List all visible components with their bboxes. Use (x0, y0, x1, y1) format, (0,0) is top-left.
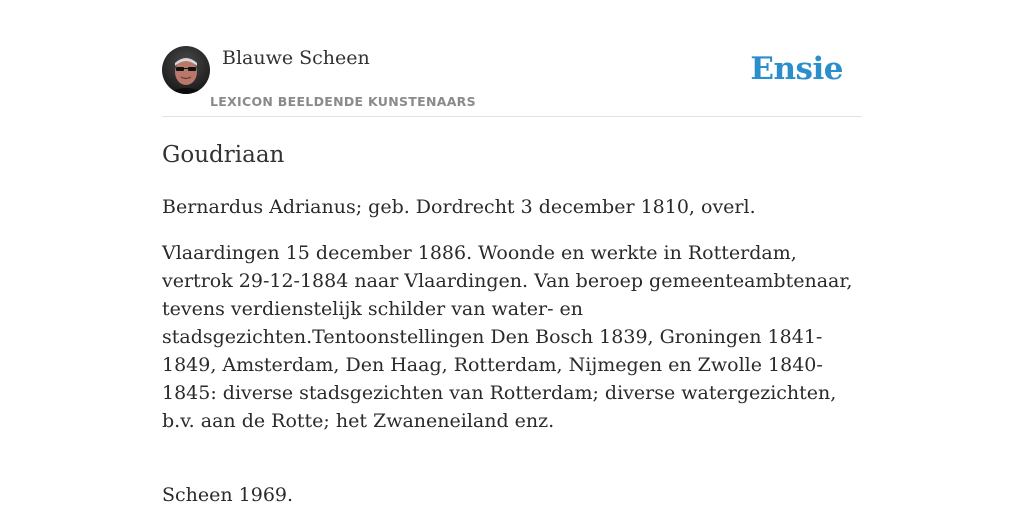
author-avatar[interactable] (162, 46, 210, 94)
entry-intro: Bernardus Adrianus; geb. Dordrecht 3 december 1810, overl. (162, 196, 756, 218)
entry-source: Scheen 1969. (162, 484, 294, 506)
entry-title: Goudriaan (162, 142, 285, 168)
author-name[interactable]: Blauwe Scheen (222, 47, 370, 69)
avatar-photo-icon (162, 46, 210, 94)
entry-body: Vlaardingen 15 december 1886. Woonde en werkte in Rotterdam, vertrok 29-12-1884 naar Vlaardingen. Van beroep gemeenteambtenaar, tevens verdienstelijk schilder van water- en stadsgezichten.Tentoonstellingen Den Bosch 1839, Groningen 1841-1849, Amsterdam, Den Haag, Rotterdam, Nijmegen en Zwolle 1840-1845: diverse stadsgezichten van Rotterdam; diverse watergezichten, b.v. aan de Rotte; het Zwaneneiland enz. (162, 242, 853, 432)
entry-header (162, 46, 862, 117)
ensie-logo[interactable]: Ensie (750, 51, 843, 87)
collection-label[interactable]: LEXICON BEELDENDE KUNSTENAARS (210, 94, 476, 109)
spacer (162, 453, 862, 481)
entry-content (162, 140, 862, 512)
